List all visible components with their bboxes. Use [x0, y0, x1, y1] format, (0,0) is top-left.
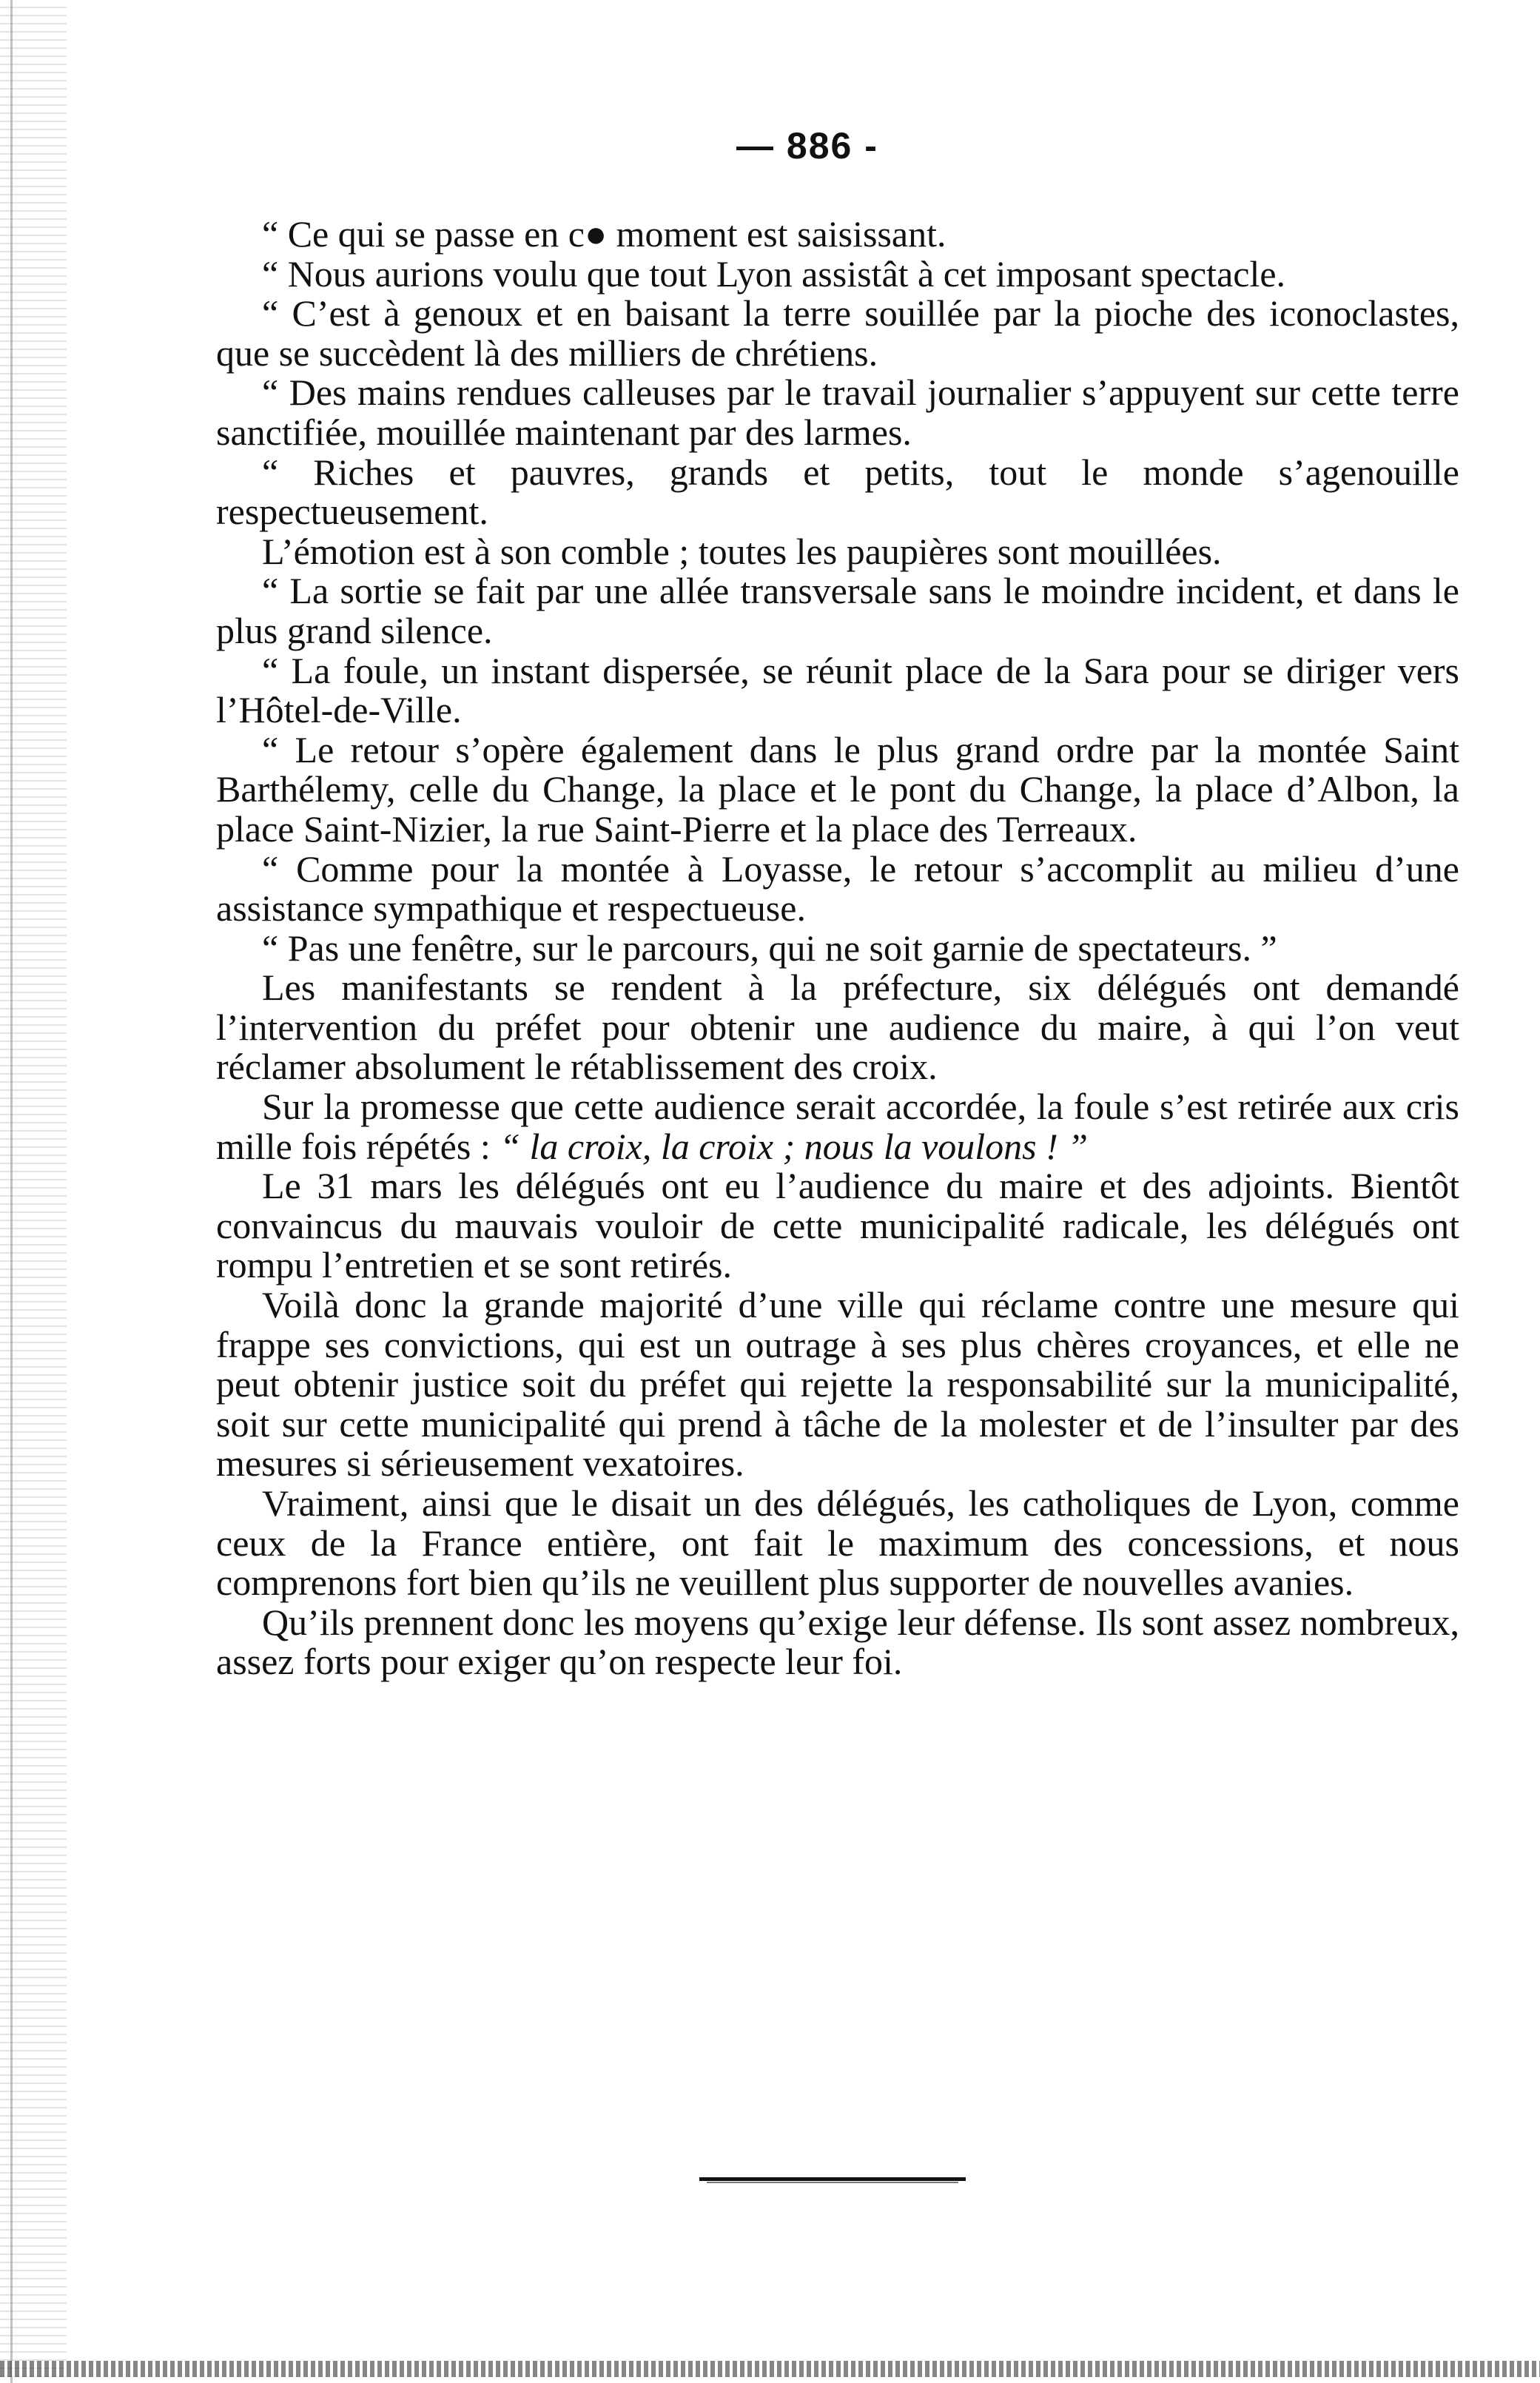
paragraph: “ La sortie se fait par une allée transversale sans le moindre incident, et dans le plus grand silence. [216, 570, 1459, 651]
paragraph: “ Nous aurions voulu que tout Lyon assistât à cet imposant spectacle. [262, 252, 1286, 295]
page-number: — 886 - [736, 125, 878, 167]
paragraph: Les manifestants se rendent à la préfecture, six délégués ont demandé l’intervention du préfet pour obtenir une audience du maire, à qui l’on veut réclamer absolument le rétablissement des croix. [216, 967, 1459, 1088]
quoted-cry: “ la croix, la croix ; nous la voulons ! ” [500, 1125, 1089, 1167]
paragraph: Le 31 mars les délégués ont eu l’audience du maire et des adjoints. Bientôt convaincus du mauvais vouloir de cette municipalité radicale, les délégués ont rompu l’entretien et se sont retirés. [216, 1165, 1459, 1286]
paragraph: L’émotion est à son comble ; toutes les paupières sont mouillées. [262, 530, 1222, 572]
binding-line [10, 0, 13, 2383]
paragraph: “ C’est à genoux et en baisant la terre souillée par la pioche des iconoclastes, que se succèdent là des milliers de chrétiens. [216, 292, 1459, 374]
paragraph: Vraiment, ainsi que le disait un des délégués, les catholiques de Lyon, comme ceux de la France entière, ont fait le maximum des concessions, et nous comprenons fort bien qu’ils ne veuillent plus supporter de nouvelles avanies. [216, 1482, 1459, 1604]
paragraph-with-quote [216, 1087, 1459, 1166]
paragraph: Qu’ils prennent donc les moyens qu’exige leur défense. Ils sont assez nombreux, assez forts pour exiger qu’on respecte leur foi. [216, 1601, 1459, 1683]
paragraph: “ Des mains rendues calleuses par le travail journalier s’appuyent sur cette terre sanctifiée, mouillée maintenant par des larmes. [216, 372, 1459, 453]
bottom-scan-edge [0, 2361, 1540, 2377]
paragraph: “ La foule, un instant dispersée, se réunit place de la Sara pour se diriger vers l’Hôtel-de-Ville. [216, 649, 1459, 731]
paragraph: “ Le retour s’opère également dans le plus grand ordre par la montée Saint Barthélemy, celle du Change, la place et le pont du Change, la place d’Albon, la place Saint-Nizier, la rue Saint-Pierre et la place des Terreaux. [216, 728, 1459, 850]
paragraph: “ Pas une fenêtre, sur le parcours, qui ne soit garnie de spectateurs. ” [262, 927, 1277, 969]
section-end-rule-shadow [707, 2182, 958, 2183]
section-end-rule [699, 2177, 966, 2181]
body-text [216, 215, 1459, 1682]
paragraph: Voilà donc la grande majorité d’une ville qui réclame contre une mesure qui frappe ses convictions, qui est un outrage à ses plus chères croyances, et elle ne peut obtenir justice soit du préfet qui rejette la responsabilité sur la municipalité, soit sur cette municipalité qui prend à tâche de la molester et de l’insulter par des mesures si sérieusement vexatoires. [216, 1284, 1459, 1485]
paragraph: “ Comme pour la montée à Loyasse, le retour s’accomplit au milieu d’une assistance sympathique et respectueuse. [216, 847, 1459, 930]
paragraph: “ Riches et pauvres, grands et petits, tout le monde s’agenouille respectueusement. [216, 451, 1459, 533]
paragraph-lead: Sur la promesse que cette audience serait accordée, la foule s’est retirée aux cris mille fois répétés : [216, 1086, 1459, 1167]
paragraph: “ Ce qui se passe en c● moment est saisissant. [262, 213, 946, 255]
